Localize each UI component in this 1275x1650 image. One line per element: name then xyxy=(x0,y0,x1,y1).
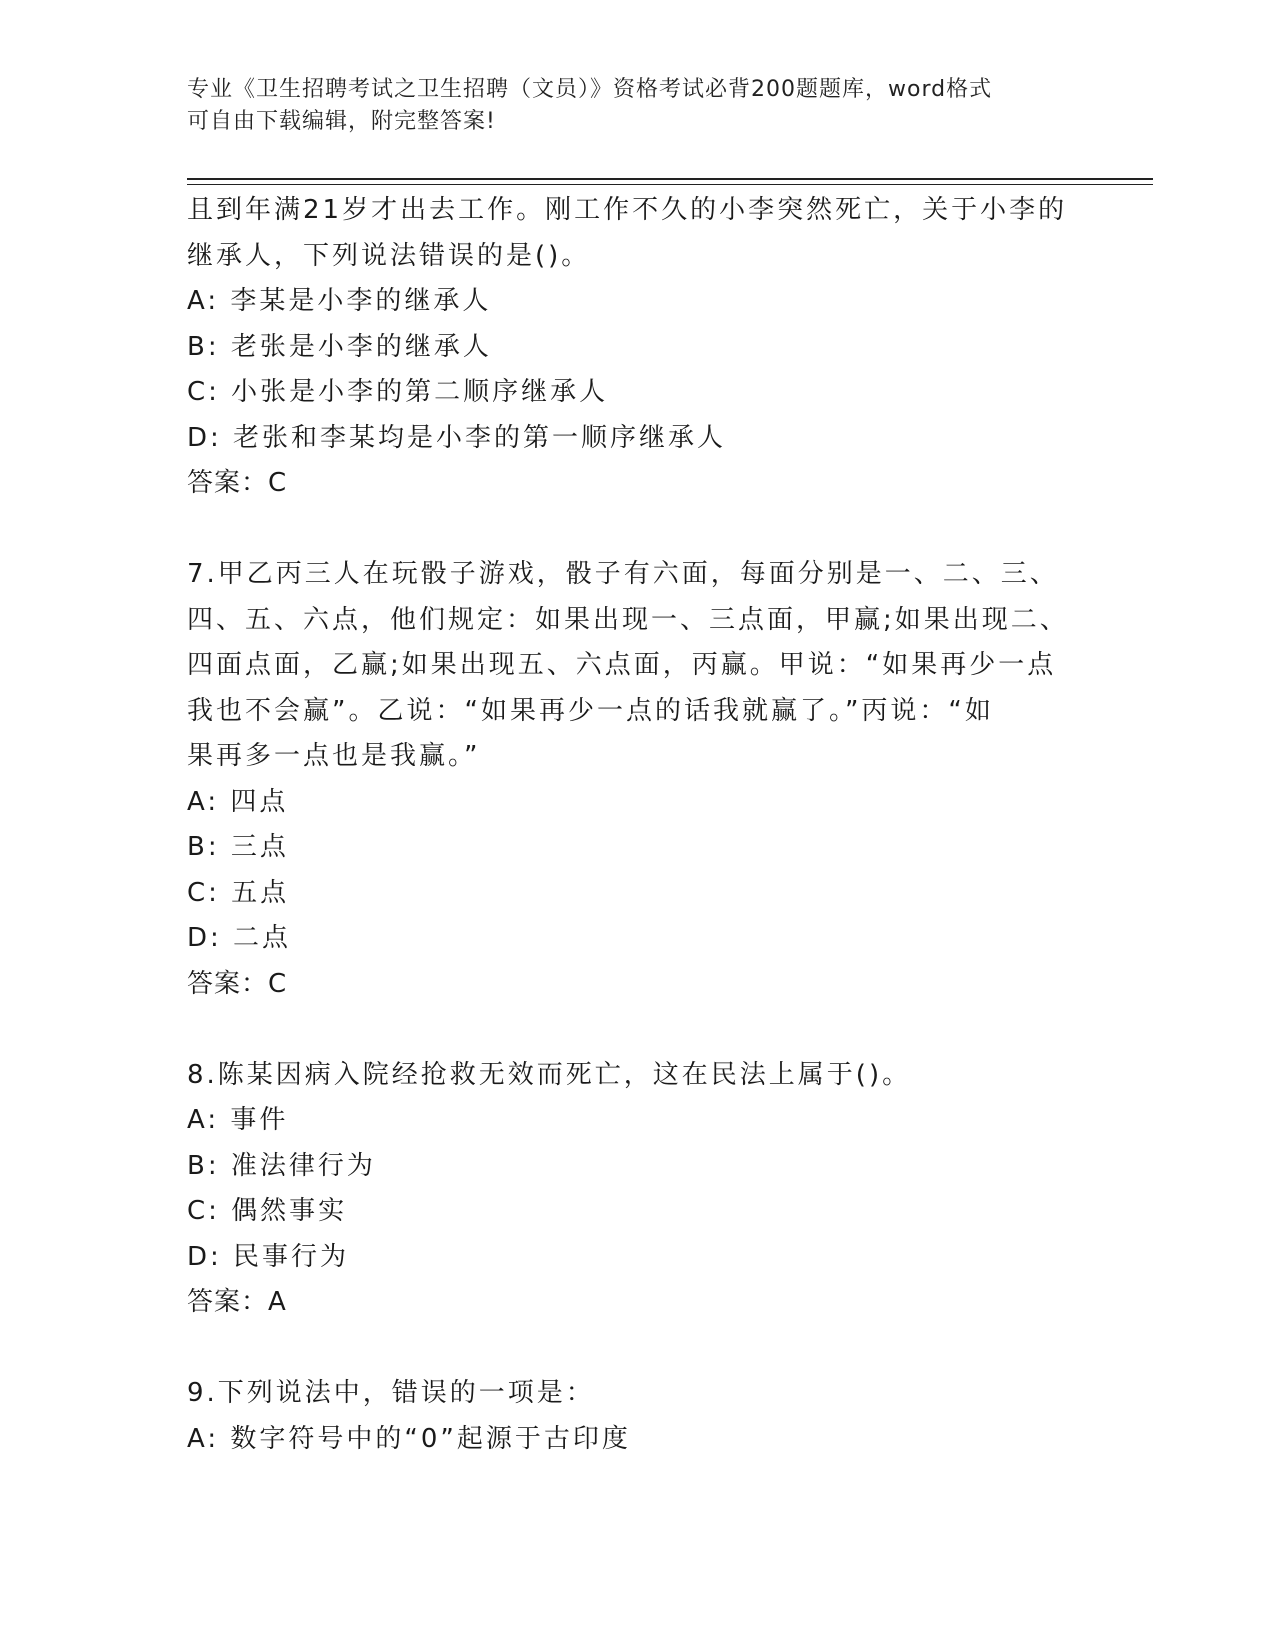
option-d: D: 二点 xyxy=(187,923,292,953)
question-stem-line: 四、五、六点，他们规定：如果出现一、三点面，甲赢;如果出现二、 xyxy=(187,604,1069,635)
option-a: A: 李某是小李的继承人 xyxy=(187,286,492,316)
question-stem-line: 9.下列说法中，错误的一项是： xyxy=(187,1378,595,1408)
option-b: B: 老张是小李的继承人 xyxy=(187,331,492,362)
question-stem-line: 继承人，下列说法错误的是()。 xyxy=(187,240,591,271)
question-stem-line: 8.陈某因病入院经抢救无效而死亡，这在民法上属于()。 xyxy=(187,1059,912,1090)
question-stem-line: 且到年满21岁才出去工作。刚工作不久的小李突然死亡，关于小李的 xyxy=(187,195,1068,225)
question-list xyxy=(187,188,1087,1462)
header-title-line1: 专业《卫生招聘考试之卫生招聘（文员）》资格考试必背200题题库，word格式 xyxy=(187,77,993,102)
answer-label: 答案：C xyxy=(187,968,288,999)
answer-label: 答案：A xyxy=(187,1287,287,1317)
question-spacer xyxy=(187,507,1087,553)
question-8 xyxy=(187,1053,1087,1326)
header-title-line2: 可自由下载编辑，附完整答案! xyxy=(187,109,496,134)
option-c: C: 五点 xyxy=(187,877,290,908)
question-6 xyxy=(187,188,1087,507)
header-divider-thick xyxy=(187,178,1153,180)
option-d: D: 民事行为 xyxy=(187,1241,350,1272)
document-header xyxy=(187,74,1087,138)
option-a: A: 数字符号中的“0”起源于古印度 xyxy=(187,1423,631,1454)
question-spacer xyxy=(187,1007,1087,1053)
header-divider-thin xyxy=(187,184,1153,185)
answer-label: 答案：C xyxy=(187,468,288,498)
option-c: C: 小张是小李的第二顺序继承人 xyxy=(187,377,609,407)
question-stem-line: 四面点面，乙赢;如果出现五、六点面，丙赢。甲说：“如果再少一点 xyxy=(187,650,1057,680)
question-spacer xyxy=(187,1326,1087,1372)
option-d: D: 老张和李某均是小李的第一顺序继承人 xyxy=(187,422,727,453)
option-b: B: 三点 xyxy=(187,832,289,862)
option-a: A: 四点 xyxy=(187,786,289,817)
option-c: C: 偶然事实 xyxy=(187,1196,348,1226)
question-stem-line: 我也不会赢”。乙说：“如果再少一点的话我就赢了。”丙说：“如 xyxy=(187,695,994,726)
question-9 xyxy=(187,1371,1087,1462)
option-b: B: 准法律行为 xyxy=(187,1150,376,1181)
question-stem-line: 7.甲乙丙三人在玩骰子游戏，骰子有六面，每面分别是一、二、三、 xyxy=(187,559,1059,589)
question-7 xyxy=(187,552,1087,1007)
option-a: A: 事件 xyxy=(187,1105,289,1135)
question-stem-line: 果再多一点也是我赢。” xyxy=(187,741,481,771)
